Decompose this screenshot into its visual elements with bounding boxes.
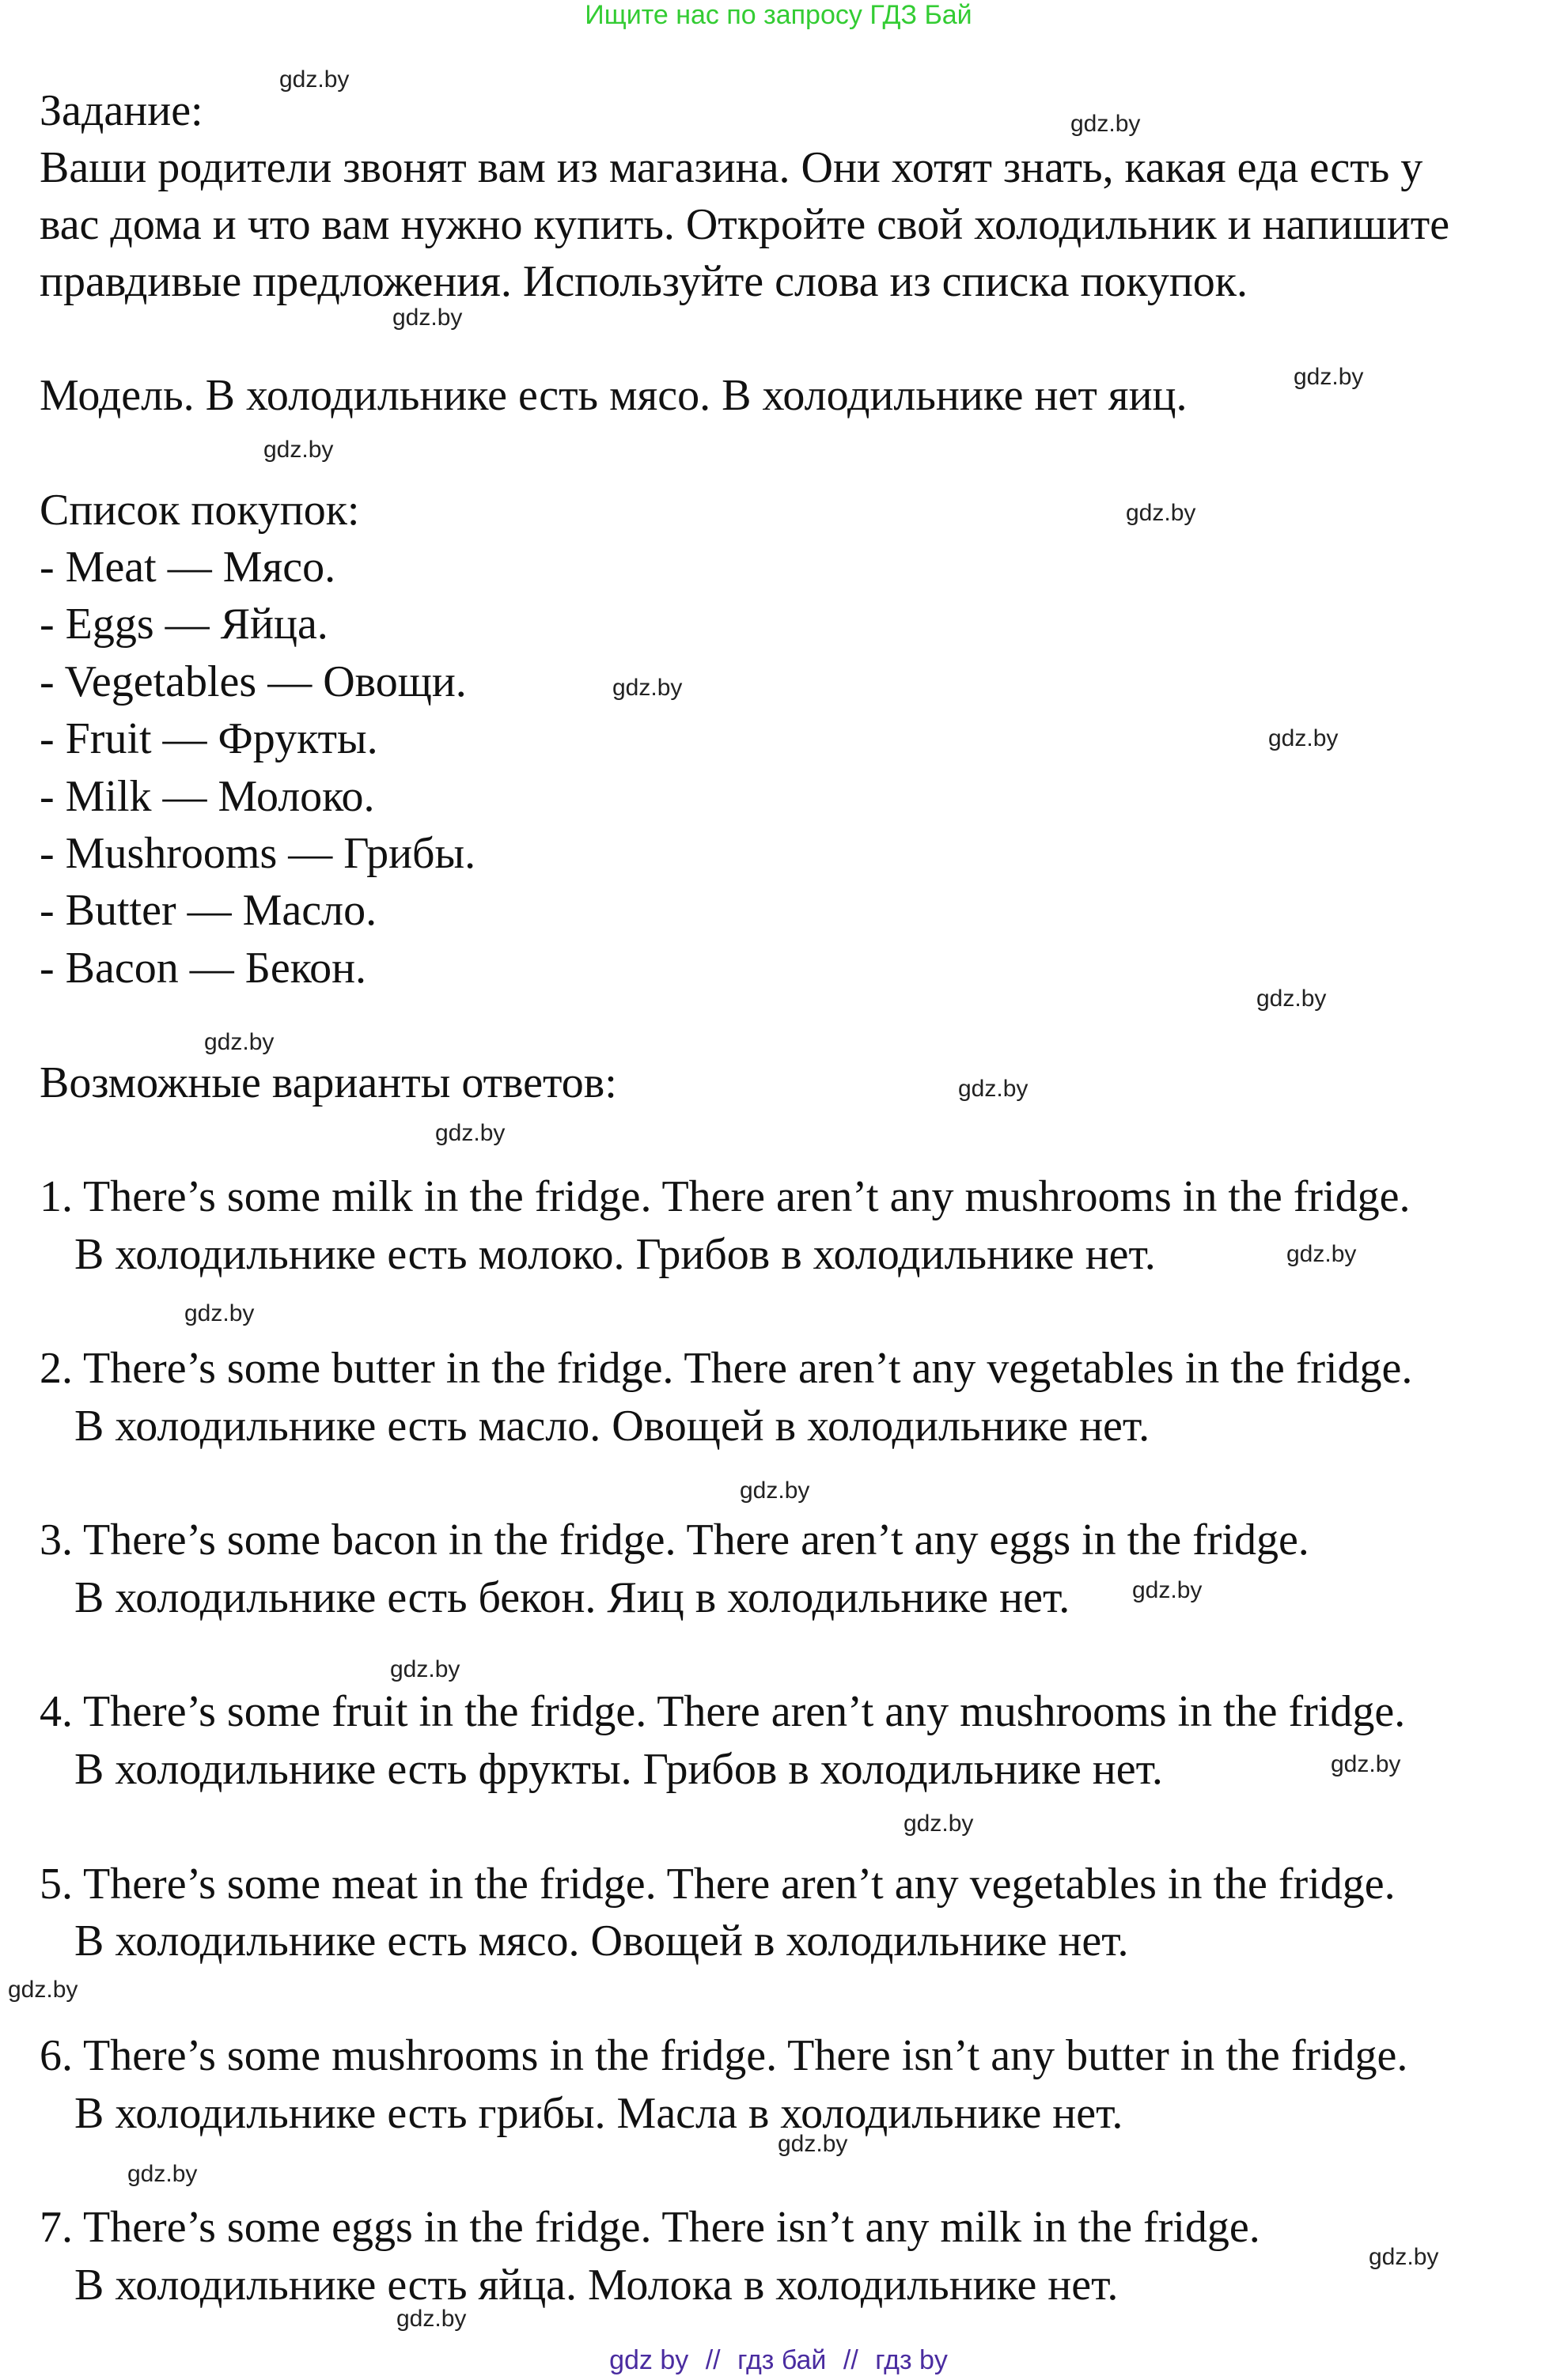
watermark: gdz.by <box>204 1029 275 1055</box>
footer-separator: // <box>705 2345 721 2375</box>
shopping-list-item: - Butter — Масло. <box>40 886 377 935</box>
watermark: gdz.by <box>1331 1751 1401 1777</box>
watermark: gdz.by <box>263 437 334 463</box>
watermark: gdz.by <box>904 1811 974 1837</box>
answer-english: 5. There’s some meat in the fridge. There aren’t any vegetables in the fridge. <box>40 1860 1396 1909</box>
watermark: gdz.by <box>390 1656 460 1682</box>
shopping-list-item: - Eggs — Яйца. <box>40 600 328 649</box>
watermark: gdz.by <box>740 1478 810 1504</box>
answers-title: Возможные варианты ответов: <box>40 1058 617 1107</box>
answer-english: 7. There’s some eggs in the fridge. There isn’t any milk in the fridge. <box>40 2203 1260 2252</box>
watermark: gdz.by <box>1256 986 1327 1012</box>
answer-russian: В холодильнике есть масло. Овощей в холодильнике нет. <box>74 1402 1150 1451</box>
watermark: gdz.by <box>184 1300 255 1326</box>
task-label: Задание: <box>40 86 203 135</box>
task-line: правдивые предложения. Используйте слова из списка покупок. <box>40 257 1248 306</box>
watermark: gdz.by <box>1126 500 1196 526</box>
answer-english: 4. There’s some fruit in the fridge. There aren’t any mushrooms in the fridge. <box>40 1687 1406 1736</box>
watermark: gdz.by <box>392 305 463 331</box>
shopping-list-item: - Fruit — Фрукты. <box>40 714 378 763</box>
answer-english: 3. There’s some bacon in the fridge. There aren’t any eggs in the fridge. <box>40 1515 1309 1565</box>
shopping-list-item: - Vegetables — Овощи. <box>40 657 467 706</box>
watermark: gdz.by <box>396 2306 467 2332</box>
shopping-list-item: - Meat — Мясо. <box>40 543 336 592</box>
watermark: gdz.by <box>1268 725 1339 751</box>
watermark: gdz.by <box>8 1977 78 2003</box>
footer-separator: // <box>843 2345 858 2375</box>
footer-links <box>0 2345 1557 2376</box>
answer-english: 1. There’s some milk in the fridge. There aren’t any mushrooms in the fridge. <box>40 1172 1411 1221</box>
watermark: gdz.by <box>435 1120 506 1146</box>
watermark: gdz.by <box>1132 1577 1203 1603</box>
watermark: gdz.by <box>279 66 350 93</box>
answer-russian: В холодильнике есть мясо. Овощей в холодильнике нет. <box>74 1916 1129 1966</box>
answer-russian: В холодильнике есть яйца. Молока в холодильнике нет. <box>74 2261 1119 2310</box>
search-promo-link[interactable]: Ищите нас по запросу ГДЗ Бай <box>585 0 972 30</box>
footer-link-gdz-by-ru[interactable]: гдз by <box>875 2345 948 2375</box>
model-sentence: Модель. В холодильнике есть мясо. В холодильнике нет яиц. <box>40 371 1188 420</box>
answer-russian: В холодильнике есть молоко. Грибов в холодильнике нет. <box>74 1230 1156 1279</box>
answer-russian: В холодильнике есть грибы. Масла в холодильнике нет. <box>74 2089 1123 2138</box>
answer-english: 6. There’s some mushrooms in the fridge. There isn’t any butter in the fridge. <box>40 2031 1408 2080</box>
watermark: gdz.by <box>1369 2244 1439 2270</box>
watermark: gdz.by <box>1286 1241 1357 1267</box>
footer-link-gdz-bai[interactable]: гдз бай <box>737 2345 827 2375</box>
shopping-list-item: - Milk — Молоко. <box>40 772 375 821</box>
task-line: Ваши родители звонят вам из магазина. Они хотят знать, какая еда есть у <box>40 143 1423 192</box>
task-line: вас дома и что вам нужно купить. Откройте свой холодильник и напишите <box>40 200 1450 249</box>
watermark: gdz.by <box>127 2161 198 2187</box>
footer-link-gdz-by[interactable]: gdz by <box>609 2345 689 2375</box>
answer-russian: В холодильнике есть фрукты. Грибов в холодильнике нет. <box>74 1745 1163 1794</box>
watermark: gdz.by <box>1070 111 1141 137</box>
answer-russian: В холодильнике есть бекон. Яиц в холодильнике нет. <box>74 1573 1070 1622</box>
shopping-list-title: Список покупок: <box>40 486 360 535</box>
answer-english: 2. There’s some butter in the fridge. There aren’t any vegetables in the fridge. <box>40 1344 1413 1393</box>
watermark: gdz.by <box>612 675 683 701</box>
watermark: gdz.by <box>958 1076 1029 1102</box>
shopping-list-item: - Bacon — Бекон. <box>40 944 367 993</box>
watermark: gdz.by <box>1294 364 1364 390</box>
watermark: gdz.by <box>778 2131 848 2157</box>
shopping-list-item: - Mushrooms — Грибы. <box>40 829 476 878</box>
